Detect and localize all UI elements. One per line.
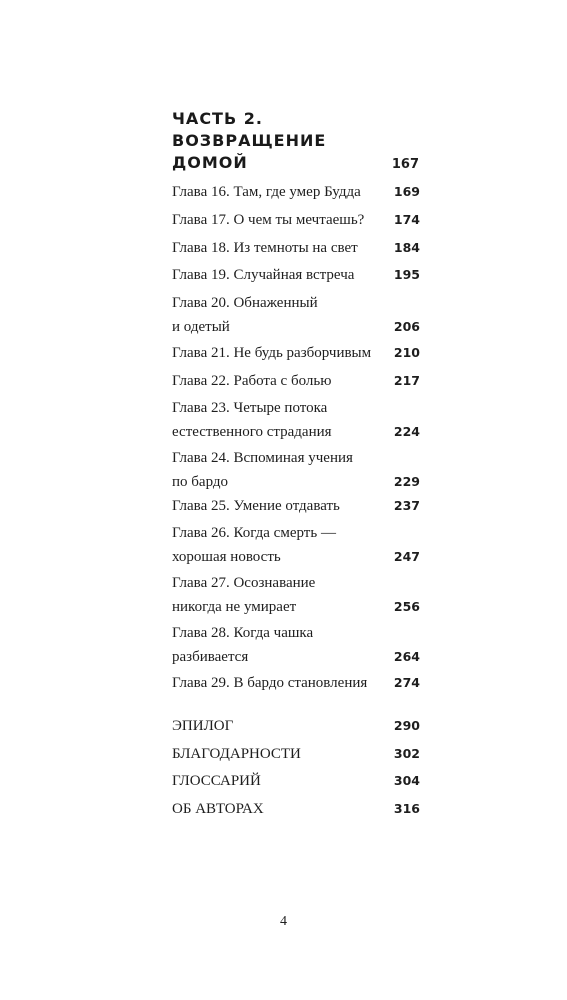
entry-page-number: 224 [393, 424, 420, 439]
toc-entry-back-matter [172, 714, 420, 738]
entry-page-number: 274 [393, 675, 420, 690]
entry-page-number: 229 [393, 474, 420, 489]
entry-page-number: 264 [393, 649, 420, 664]
entry-title-line: ЭПИЛОГ [172, 718, 234, 734]
toc-entry-chapter [172, 341, 420, 365]
entry-title-line: Глава 21. Не будь разборчивым [172, 345, 372, 361]
entry-title-line: Глава 20. Обнаженный [172, 295, 318, 311]
toc-entry-chapter [172, 236, 420, 260]
entry-title-line: Глава 22. Работа с болью [172, 373, 332, 389]
entry-page-number: 174 [393, 212, 420, 227]
entry-page-number: 316 [393, 801, 420, 816]
toc-entry-chapter [172, 571, 420, 619]
entry-page-number: 206 [393, 319, 420, 334]
entry-title-line: ГЛОССАРИЙ [172, 773, 261, 789]
part-page-number: 167 [391, 157, 419, 172]
entry-title-line: хорошая новость [172, 549, 281, 565]
entry-page-number: 256 [393, 599, 420, 614]
entry-page-number: 290 [393, 718, 420, 733]
toc-entry-back-matter [172, 797, 420, 821]
toc-entry-chapter [172, 369, 420, 393]
toc-entry-back-matter [172, 742, 420, 766]
entry-title-line: Глава 25. Умение отдавать [172, 498, 340, 514]
entry-page-number: 237 [393, 498, 420, 513]
toc-entry-chapter [172, 446, 420, 494]
toc-entry-chapter [172, 208, 420, 232]
entry-title-line: никогда не умирает [172, 599, 297, 615]
entry-page-number: 217 [393, 373, 420, 388]
toc-entry-chapter [172, 621, 420, 669]
entry-title-line: Глава 17. О чем ты мечтаешь? [172, 212, 365, 228]
toc-entry-chapter [172, 396, 420, 444]
entry-page-number: 210 [393, 345, 420, 360]
entry-title-line: ОБ АВТОРАХ [172, 801, 264, 817]
entry-title-line: разбивается [172, 649, 249, 665]
entry-title-line: и одетый [172, 319, 230, 335]
entry-title-line: Глава 19. Случайная встреча [172, 267, 355, 283]
entry-title-line: Глава 28. Когда чашка [172, 625, 314, 641]
entry-title-line: Глава 23. Четыре потока [172, 400, 328, 416]
toc-entry-chapter [172, 291, 420, 339]
entry-title-line: БЛАГОДАРНОСТИ [172, 746, 301, 762]
entry-page-number: 169 [393, 184, 420, 199]
entry-page-number: 302 [393, 746, 420, 761]
entry-page-number: 304 [393, 773, 420, 788]
part-heading-line-2: ВОЗВРАЩЕНИЕ [172, 131, 327, 150]
toc-entry-chapter [172, 180, 420, 204]
toc-entry-chapter [172, 494, 420, 518]
entry-title-line: естественного страдания [172, 424, 332, 440]
entry-title-line: Глава 26. Когда смерть — [172, 525, 336, 541]
toc-entry-back-matter [172, 769, 420, 793]
entry-page-number: 247 [393, 549, 420, 564]
toc-entry-chapter [172, 671, 420, 695]
entry-title-line: Глава 16. Там, где умер Будда [172, 184, 361, 200]
entry-title-line: Глава 29. В бардо становления [172, 675, 368, 691]
toc-entry-chapter [172, 263, 420, 287]
entry-title-line: Глава 18. Из темноты на свет [172, 240, 358, 256]
entry-page-number: 195 [393, 267, 420, 282]
page-number: 4 [280, 914, 287, 929]
entry-page-number: 184 [393, 240, 420, 255]
entry-title-line: по бардо [172, 474, 229, 490]
entry-title-line: Глава 24. Вспоминая учения [172, 450, 353, 466]
entry-title-line: Глава 27. Осознавание [172, 575, 316, 591]
part-heading-line-1: ЧАСТЬ 2. [172, 109, 263, 128]
toc-entry-chapter [172, 521, 420, 569]
part-heading-line-3: ДОМОЙ [172, 153, 248, 172]
